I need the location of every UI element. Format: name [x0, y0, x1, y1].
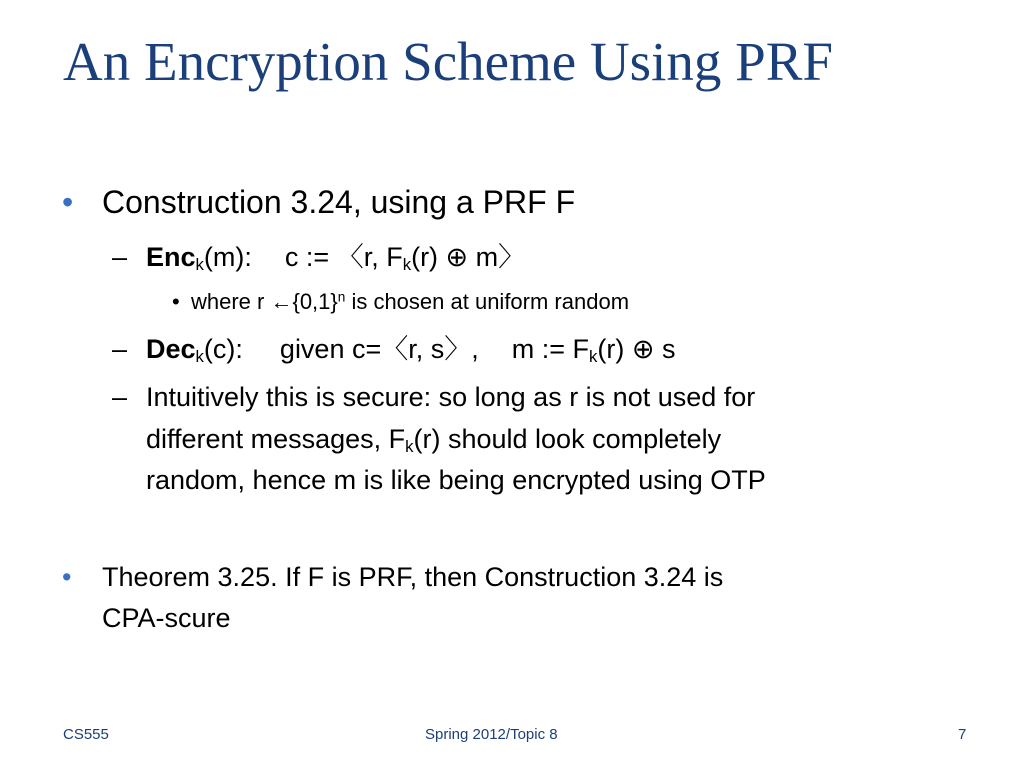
- theorem-line-1: Theorem 3.25. If F is PRF, then Construction 3.24 is: [102, 562, 724, 592]
- slide-title: An Encryption Scheme Using PRF: [63, 31, 833, 92]
- bullet-construction: Construction 3.24, using a PRF F: [102, 184, 576, 220]
- footer-course: CS555: [63, 726, 109, 743]
- dec-def-pre: m := F: [511, 334, 590, 364]
- theorem-line-2: CPA-scure: [102, 603, 231, 633]
- intuition-line-2-post: (r) should look completely: [413, 424, 722, 454]
- dash-marker: –: [112, 382, 128, 412]
- intuition-line-2-sub: k: [405, 437, 414, 457]
- enc-label: Enc: [146, 242, 196, 272]
- intuition-line-2-pre: different messages, F: [146, 424, 406, 454]
- bullet-marker: •: [62, 562, 72, 592]
- enc-sub: k: [195, 255, 204, 275]
- enc-def-post: (r) ⊕ m〉: [411, 242, 526, 272]
- bullet-marker: •: [62, 184, 74, 220]
- dec-args: (c):: [203, 334, 243, 364]
- where-sup: n: [337, 289, 346, 305]
- dec-given: given c=〈r, s〉,: [279, 334, 479, 364]
- enc-def-sub: k: [402, 255, 412, 275]
- dec-definition: [146, 332, 676, 366]
- enc-def-pre: c := 〈r, F: [284, 242, 403, 272]
- where-post: is chosen at uniform random: [345, 289, 630, 314]
- dec-def-sub: k: [589, 347, 598, 367]
- where-clause: [191, 288, 629, 316]
- intuition-line-2: [146, 422, 721, 456]
- where-pre: where r ←{0,1}: [191, 289, 338, 314]
- intuition-line-3: random, hence m is like being encrypted using OTP: [146, 465, 766, 495]
- enc-args: (m):: [203, 242, 252, 272]
- dash-marker: –: [112, 334, 128, 364]
- dash-marker: –: [112, 242, 128, 272]
- enc-definition: [146, 240, 525, 274]
- sub-bullet-marker: •: [172, 289, 180, 314]
- dec-label: Dec: [146, 334, 196, 364]
- dec-sub: k: [195, 347, 204, 367]
- dec-def-post: (r) ⊕ s: [597, 334, 676, 364]
- footer-topic: Spring 2012/Topic 8: [425, 726, 558, 743]
- intuition-line-1: Intuitively this is secure: so long as r is not used for: [146, 382, 756, 412]
- footer-page-number: 7: [958, 726, 967, 743]
